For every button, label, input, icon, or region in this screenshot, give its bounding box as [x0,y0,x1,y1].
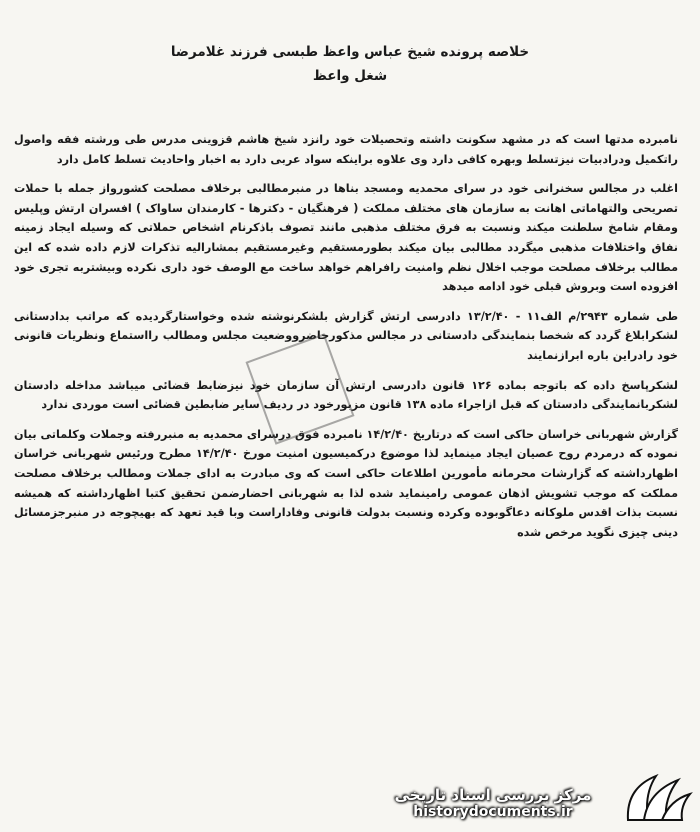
watermark-name: مرکز بررسی اسناد تاریخی [394,786,592,804]
watermark-url: historydocuments.ir [413,804,573,820]
archive-logo-icon [618,768,694,828]
paragraph-2: اغلب در مجالس سخنرانی خود در سرای محمدیه ومسجد بناها در منبرمطالبی برخلاف مصلحت کشورواز جمله با حملات تصریحی والتهاماتی اهانت به سازمان های مختلف مملکت ( فرهنگیان - دکترها - کارمندان ساواک ) افسران ارتش وپلیس ومقام شامخ سلطنت میکند ونسبت به فرق مختلف مذهبی مانند تصوف باذکرنام اشخاص حملاتی که وسیله ایجاد زمینه نفاق واختلافات مذهبی میگردد مطالبی بیان میکند بطورمستقیم وغیرمستقیم بمشارالیه تذکرات لازم داده شده که این مطالب برخلاف مصلحت موجب اخلال نظم وامنیت رافراهم خواهد ساخت مع الوصف خود داری نکرده وبیشتربه تجری خود افزوده است وبروش قبلی خود ادامه میدهد [14,182,678,294]
document-body [14,130,678,552]
watermark [378,786,608,820]
document-subtitle: شغل واعظ [312,68,388,84]
paragraph-1: نامبرده مدتها است که در مشهد سکونت داشته وتحصیلات خود رانزد شیخ هاشم قزوینی مدرس طی ورشته فقه واصول راتکمیل ودرادبیات نیزتسلط وبهره کافی دارد وی علاوه براینکه سواد عربی دارد به اخبار واحادیث تسلط کامل دارد [14,133,678,166]
paragraph-4: لشکرپاسخ داده که باتوجه بماده ۱۲۶ قانون دادرسی ارتش آن سازمان خود نیزضابط قضائی میباشد مداخله دادستان لشکربانمایندگی دادستان که قبل ازاجراء ماده ۱۳۸ قانون مزبورخود در ردیف سایر ضابطین قضائی است موردی ندارد [14,378,678,412]
document-title: خلاصه پرونده شیخ عباس واعظ طبسی فرزند غلامرضا [170,44,530,60]
paragraph-3: طی شماره ۲۹۴۳/م الف۱۱ - ۱۳/۲/۴۰ دادرسی ارتش گزارش بلشکرنوشته شده وخواستارگردیده که مراتب بدادستانی لشکرابلاغ گردد که شخصا بنمایندگی دادستانی در مجالس مذکورحاضرووضعیت مجلس ومطالب رااستماع ونظریات قانونی خود رادراین باره ابرازنمایند [14,309,678,362]
paragraph-5: گزارش شهربانی خراسان حاکی است که درتاریخ ۱۴/۲/۴۰ نامبرده فوق درسرای محمدیه به منبررفته وجملات وکلماتی بیان نموده که درمردم روح عصیان ایجاد مینماید لذا موضوع درکمیسیون امنیت مورخ ۱۴/۲/۴۰ مطرح ورئیس شهربانی خراسان اظهارداشته که گزارشات محرمانه مأمورین اطلاعات حاکی است که وی مبادرت به ادای جملات ومطالب برخلاف مصلحت مملکت که موجب تشویش اذهان عمومی رامینماید شده لذا به شهربانی احضارضمن تحقیق کتبا اظهارداشته که همیشه نسبت بذات اقدس ملوکانه دعاگوبوده وکرده ونسبت بدولت قانونی وفاداراست وبا قید تعهد که بهیچوجه در منبرجزمسائل دینی چیزی نگوید مرخص شده [14,427,679,539]
